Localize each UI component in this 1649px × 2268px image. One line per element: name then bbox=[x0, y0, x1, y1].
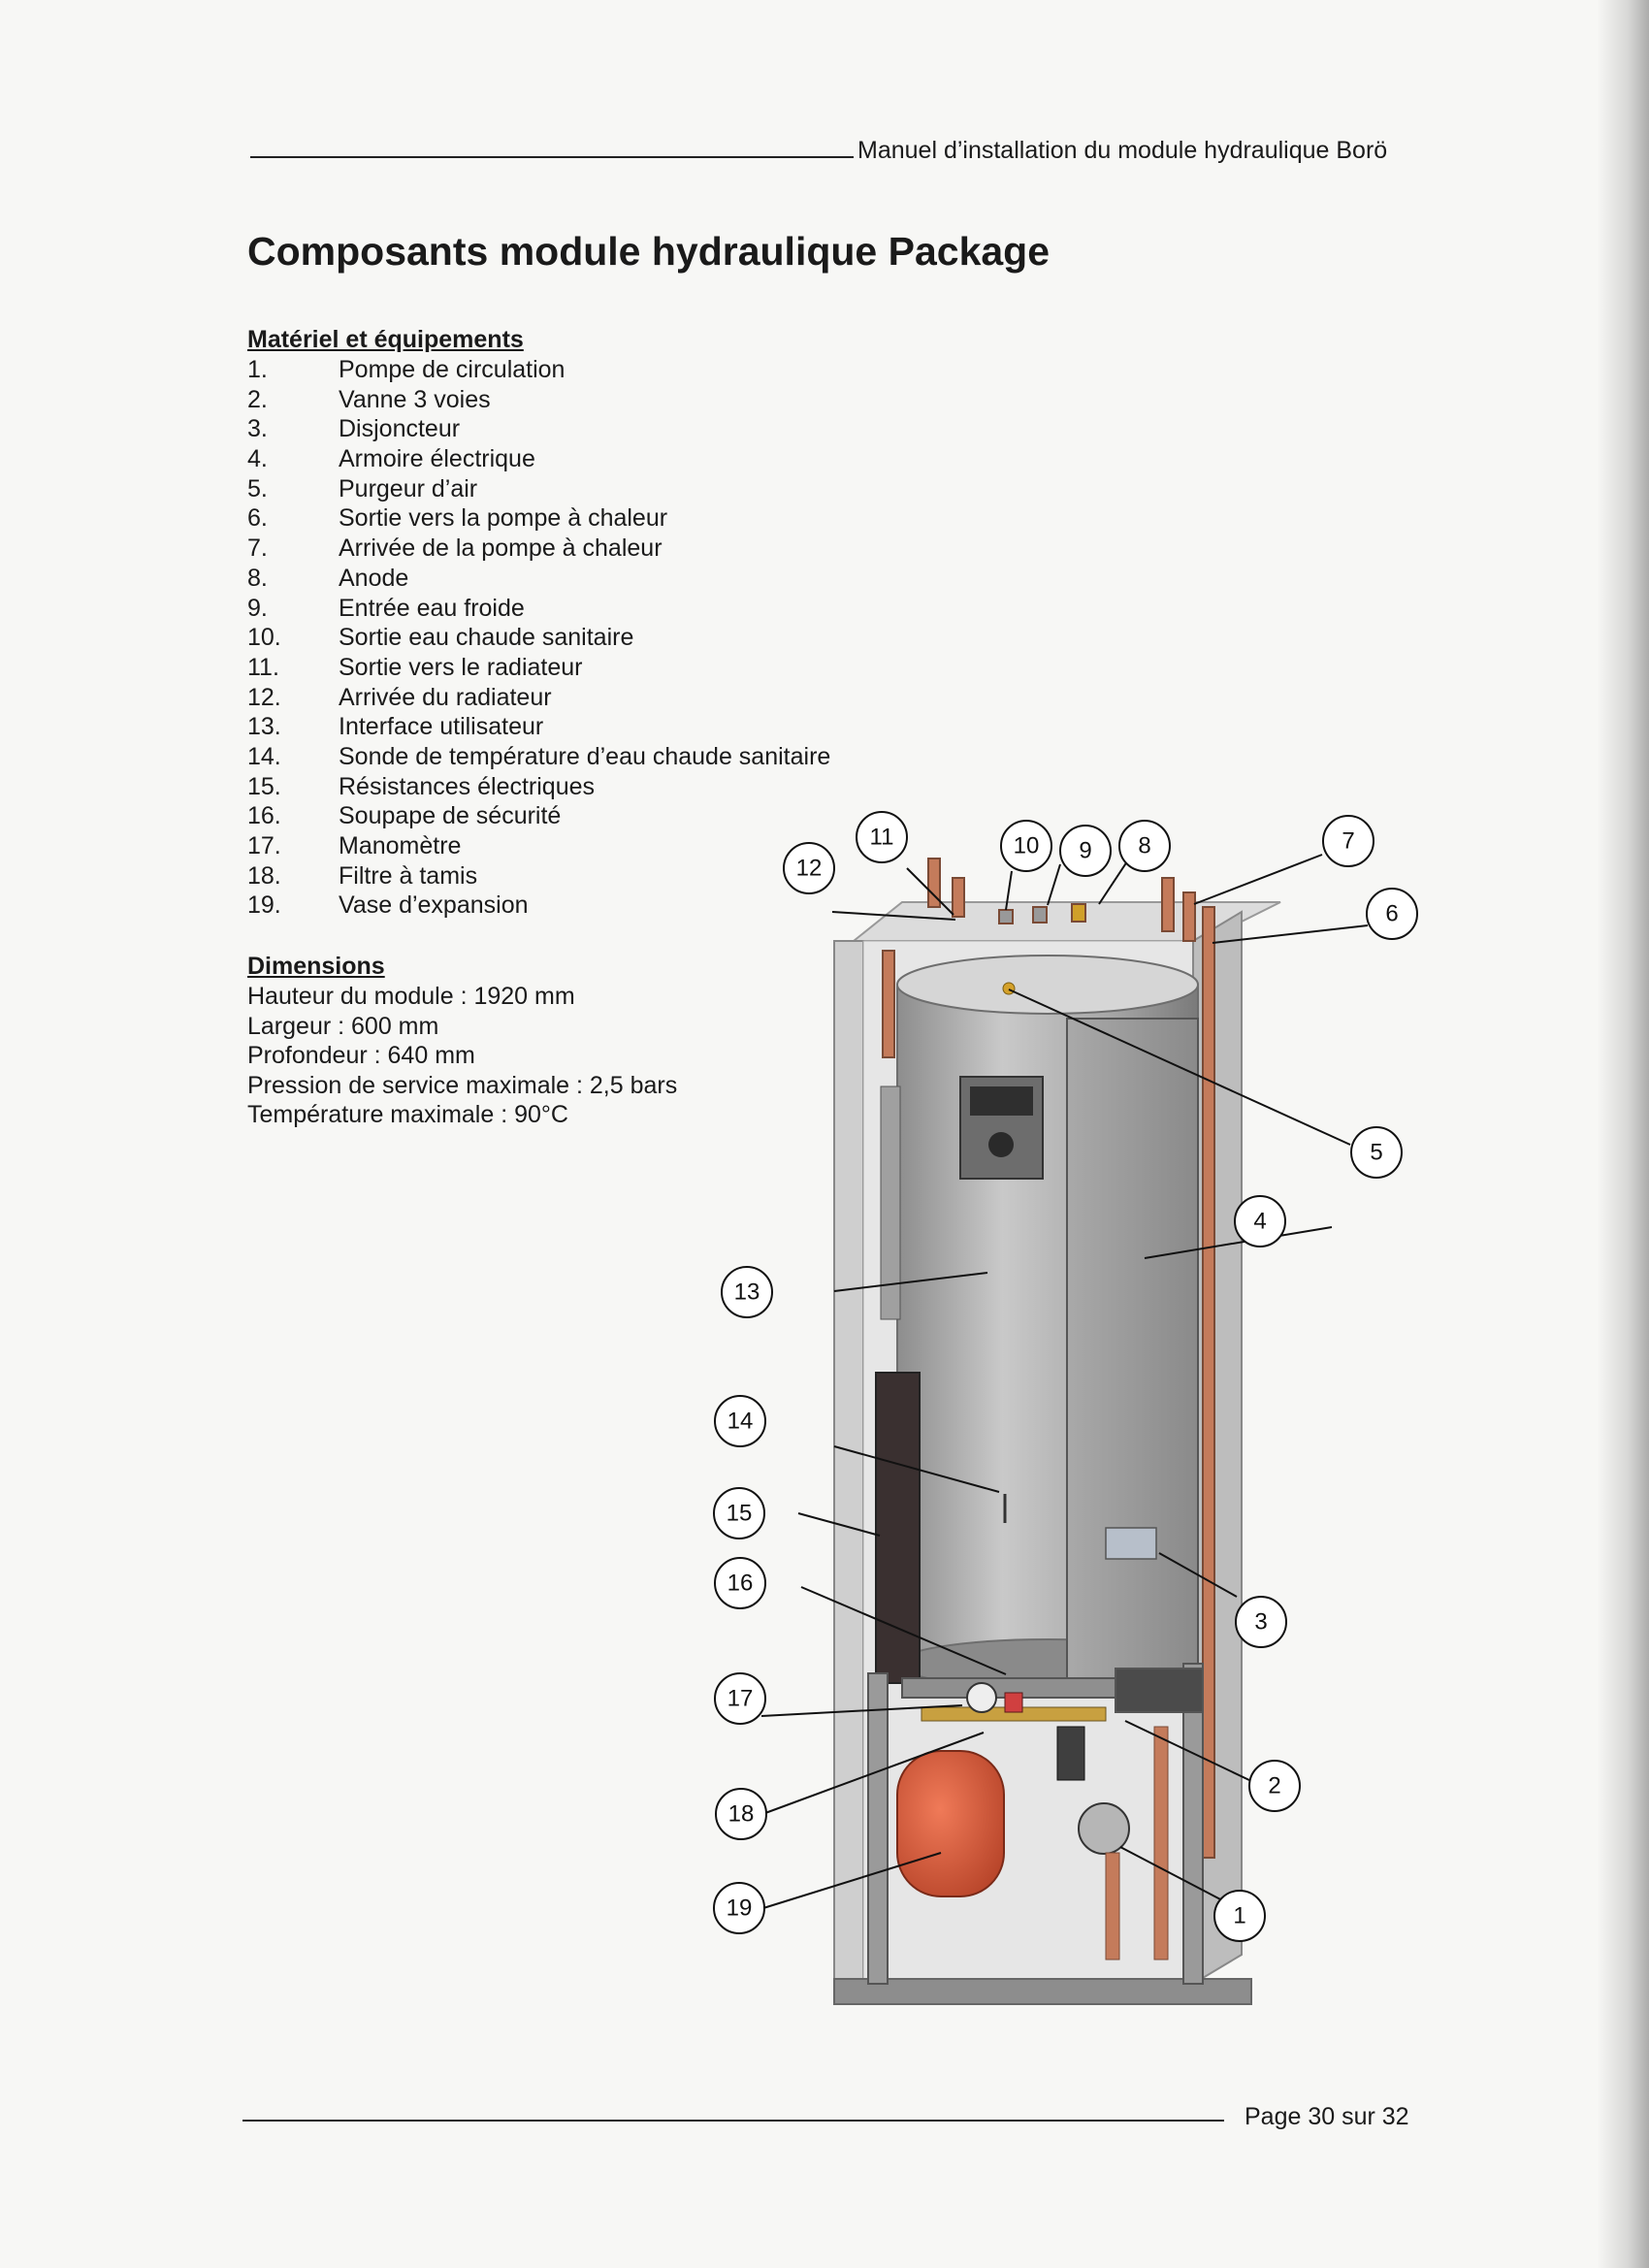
item-label: Entrée eau froide bbox=[339, 594, 525, 622]
callout-14-number: 14 bbox=[727, 1408, 754, 1435]
running-header: Manuel d’installation du module hydraulique Borö bbox=[857, 137, 1388, 164]
item-number: 4. bbox=[247, 445, 268, 473]
callout-2 bbox=[1249, 1761, 1300, 1811]
callout-8 bbox=[1119, 821, 1170, 871]
list-item bbox=[247, 653, 830, 683]
page-title: Composants module hydraulique Package bbox=[247, 229, 1051, 274]
dimensions-list bbox=[247, 982, 677, 1130]
callout-7 bbox=[1323, 816, 1374, 866]
callout-2-number: 2 bbox=[1268, 1772, 1281, 1799]
item-number: 6. bbox=[247, 504, 268, 533]
item-number: 19. bbox=[247, 891, 281, 920]
callout-5 bbox=[1351, 1127, 1402, 1178]
callout-19 bbox=[714, 1883, 764, 1933]
item-label: Arrivée du radiateur bbox=[339, 683, 552, 711]
dimension-depth: Profondeur : 640 mm bbox=[247, 1042, 475, 1069]
list-item bbox=[247, 594, 830, 624]
item-number: 17. bbox=[247, 832, 281, 859]
callout-1 bbox=[1214, 1891, 1265, 1941]
item-label: Interface utilisateur bbox=[339, 713, 544, 741]
item-number: 13. bbox=[247, 713, 281, 741]
page-edge-shadow bbox=[1597, 0, 1649, 2268]
list-item bbox=[247, 444, 830, 474]
item-number: 1. bbox=[247, 356, 268, 383]
item-label: Filtre à tamis bbox=[339, 861, 478, 890]
list-item bbox=[247, 742, 830, 772]
dimension-width: Largeur : 600 mm bbox=[247, 1012, 439, 1040]
module-illustration bbox=[679, 795, 1455, 2037]
callout-7-number: 7 bbox=[1342, 827, 1355, 855]
item-label: Sonde de température d’eau chaude sanitaire bbox=[339, 742, 831, 770]
item-number: 15. bbox=[247, 772, 281, 800]
list-item bbox=[247, 534, 830, 564]
list-item bbox=[247, 503, 830, 534]
list-item bbox=[247, 414, 830, 444]
callout-16-number: 16 bbox=[727, 1570, 754, 1597]
hydraulic-module-diagram bbox=[679, 795, 1455, 2037]
callout-6-number: 6 bbox=[1385, 900, 1399, 927]
callout-11 bbox=[857, 812, 907, 862]
list-item bbox=[247, 385, 830, 415]
item-number: 8. bbox=[247, 564, 268, 592]
callout-11-number: 11 bbox=[869, 824, 894, 851]
electrical-box bbox=[1067, 1019, 1198, 1688]
dimension-pressure: Pression de service maximale : 2,5 bars bbox=[247, 1071, 678, 1099]
callout-5-number: 5 bbox=[1370, 1139, 1383, 1166]
page-number: Page 30 sur 32 bbox=[1245, 2103, 1409, 2130]
list-item bbox=[247, 712, 830, 742]
item-label: Sortie vers le radiateur bbox=[339, 653, 583, 681]
equipment-heading: Matériel et équipements bbox=[247, 326, 524, 353]
callout-15-number: 15 bbox=[726, 1500, 753, 1527]
item-label: Sortie vers la pompe à chaleur bbox=[339, 504, 668, 533]
callout-10-number: 10 bbox=[1013, 832, 1040, 859]
item-number: 11. bbox=[247, 653, 279, 681]
item-label: Arrivée de la pompe à chaleur bbox=[339, 535, 663, 563]
item-number: 9. bbox=[247, 594, 268, 622]
callout-3-number: 3 bbox=[1254, 1608, 1268, 1636]
callout-18 bbox=[716, 1789, 766, 1839]
callout-10 bbox=[1001, 821, 1051, 871]
header-rule bbox=[250, 156, 854, 158]
user-interface-panel bbox=[960, 1077, 1043, 1179]
item-label: Anode bbox=[339, 564, 409, 592]
callout-9-number: 9 bbox=[1079, 837, 1092, 864]
item-number: 10. bbox=[247, 624, 281, 652]
callout-13-number: 13 bbox=[733, 1279, 760, 1306]
item-label: Sortie eau chaude sanitaire bbox=[339, 624, 634, 652]
item-number: 16. bbox=[247, 802, 281, 830]
list-item bbox=[247, 623, 830, 653]
callout-13 bbox=[722, 1267, 772, 1317]
item-label: Résistances électriques bbox=[339, 772, 596, 800]
callout-1-number: 1 bbox=[1233, 1902, 1246, 1929]
callout-16 bbox=[715, 1558, 765, 1608]
callout-4 bbox=[1235, 1196, 1285, 1247]
item-label: Purgeur d’air bbox=[339, 474, 478, 502]
item-number: 7. bbox=[247, 535, 268, 563]
item-number: 2. bbox=[247, 385, 268, 413]
dimension-height: Hauteur du module : 1920 mm bbox=[247, 983, 575, 1010]
item-label: Disjoncteur bbox=[339, 415, 461, 443]
callout-9 bbox=[1060, 826, 1111, 876]
dimension-temperature: Température maximale : 90°C bbox=[247, 1101, 568, 1128]
callout-6 bbox=[1367, 889, 1417, 939]
callout-12-number: 12 bbox=[795, 855, 823, 882]
electric-heater bbox=[876, 1373, 920, 1683]
callout-19-number: 19 bbox=[726, 1895, 753, 1922]
item-label: Armoire électrique bbox=[339, 445, 535, 473]
callout-17 bbox=[715, 1673, 765, 1724]
item-number: 14. bbox=[247, 742, 281, 770]
callout-15 bbox=[714, 1488, 764, 1539]
callout-12 bbox=[784, 843, 834, 893]
callout-17-number: 17 bbox=[727, 1685, 754, 1712]
callout-14 bbox=[715, 1396, 765, 1446]
item-number: 3. bbox=[247, 415, 268, 443]
item-number: 5. bbox=[247, 474, 268, 502]
list-item bbox=[247, 474, 830, 504]
list-item bbox=[247, 355, 830, 385]
callout-8-number: 8 bbox=[1138, 832, 1151, 859]
item-label: Vase d’expansion bbox=[339, 891, 529, 920]
footer-rule bbox=[242, 2120, 1224, 2122]
list-item bbox=[247, 683, 830, 713]
item-label: Manomètre bbox=[339, 832, 462, 859]
list-item bbox=[247, 564, 830, 594]
dimensions-heading: Dimensions bbox=[247, 953, 385, 980]
callout-4-number: 4 bbox=[1253, 1208, 1267, 1235]
item-label: Pompe de circulation bbox=[339, 356, 566, 383]
item-label: Vanne 3 voies bbox=[339, 385, 491, 413]
item-number: 12. bbox=[247, 683, 281, 711]
item-label: Soupape de sécurité bbox=[339, 802, 562, 830]
expansion-vessel bbox=[897, 1751, 1004, 1896]
callout-18-number: 18 bbox=[728, 1800, 755, 1828]
item-number: 18. bbox=[247, 861, 281, 890]
callout-3 bbox=[1236, 1597, 1286, 1647]
